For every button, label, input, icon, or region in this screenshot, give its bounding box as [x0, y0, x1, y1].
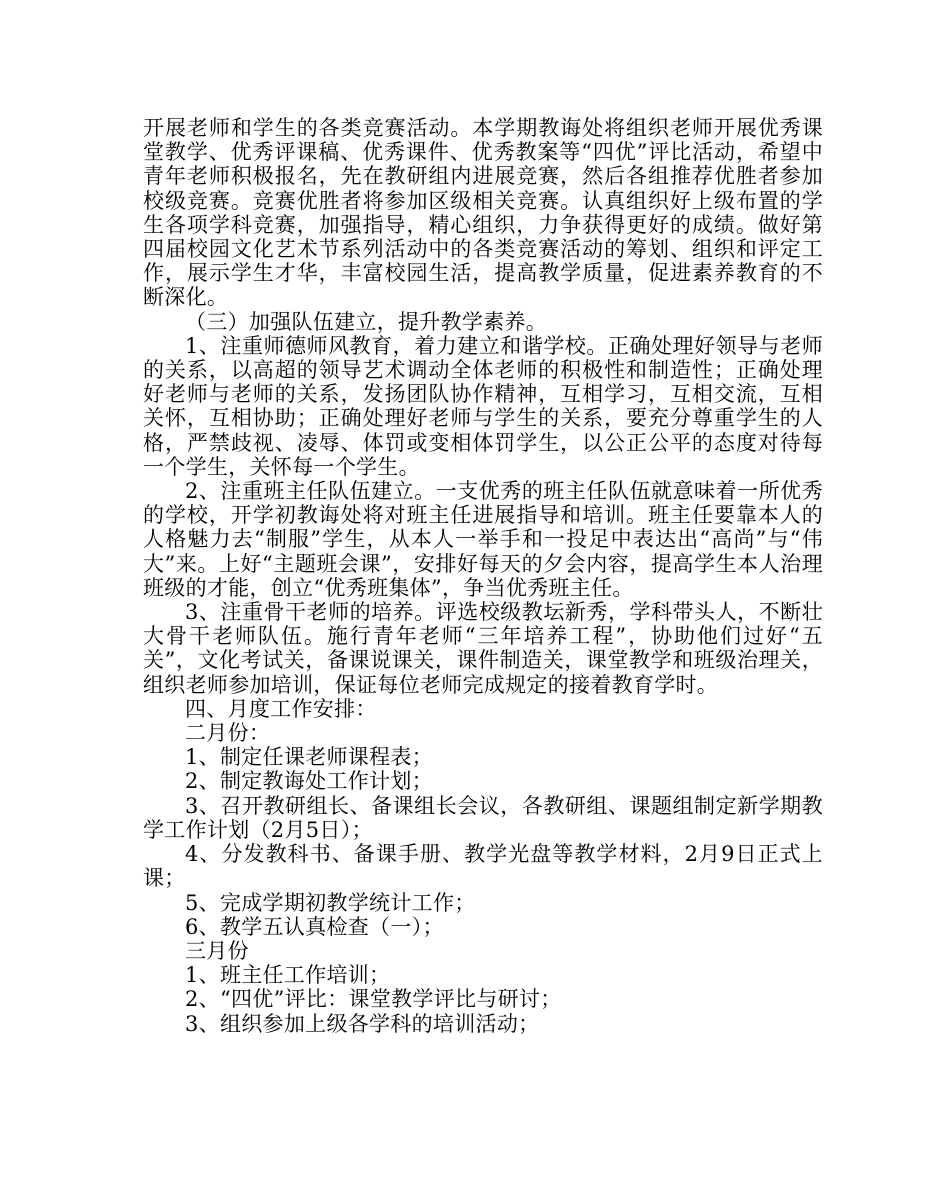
list-item: 1、班主任工作培训； [185, 963, 391, 988]
paragraph-class-teachers: 2、注重班主任队伍建立。一支优秀的班主任队伍就意味着一所优秀的学校，开学初教诲处将对班主任进展指导和培训。班主任要靠本人的人格魅力去“制服”学生，从本人一举手和一投足中表达出“高尚”与“伟大”来。上好“主题班会课”，安排好每天的夕会内容，提高学生本人治理班级的才能，创立“优秀班集体”，争当优秀班主任。 [143, 479, 823, 600]
list-item: 2、“四优”评比：课堂教学评比与研讨； [185, 987, 562, 1012]
section-heading-team-building: （三）加强队伍建立，提升教学素养。 [185, 309, 548, 334]
list-item: 3、召开教研组长、备课组长会议，各教研组、课题组制定新学期教学工作计划（2月5日）； [143, 793, 823, 842]
paragraph-backbone-teachers: 3、注重骨干老师的培养。评选校级教坛新秀，学科带头人，不断壮大骨干老师队伍。施行青年老师“三年培养工程”，协助他们过好“五关”，文化考试关，备课说课关，课件制造关，课堂教学和班级治理关，组织老师参加培训，保证每位老师完成规定的接着教育学时。 [143, 600, 823, 697]
month-heading-march: 三月份 [185, 938, 249, 963]
list-item: 3、组织参加上级各学科的培训活动； [185, 1011, 540, 1036]
month-heading-february: 二月份： [185, 721, 271, 746]
paragraph-teacher-ethics: 1、注重师德师风教育，着力建立和谐学校。正确处理好领导与老师的关系，以高超的领导艺术调动全体老师的积极性和制造性；正确处理好老师与老师的关系，发扬团队协作精神，互相学习，互相交流，互相关怀，互相协助；正确处理好老师与学生的关系，要充分尊重学生的人格，严禁歧视、凌辱、体罚或变相体罚学生，以公正公平的态度对待每一个学生，关怀每一个学生。 [143, 333, 823, 479]
list-item: 5、完成学期初教学统计工作； [185, 890, 476, 915]
section-heading-monthly-schedule: 四、月度工作安排： [185, 696, 377, 721]
paragraph-competitions: 开展老师和学生的各类竞赛活动。本学期教诲处将组织老师开展优秀课堂教学、优秀评课稿、优秀课件、优秀教案等“四优”评比活动，希望中青年老师积极报名，先在教研组内进展竞赛，然后各组推荐优胜者参加校级竞赛。竞赛优胜者将参加区级相关竞赛。认真组织好上级布置的学生各项学科竞赛，加强指导，精心组织，力争获得更好的成绩。做好第四届校园文化艺术节系列活动中的各类竞赛活动的筹划、组织和评定工作，展示学生才华，丰富校园生活，提高教学质量，促进素养教育的不断深化。 [143, 116, 823, 310]
list-item: 4、分发教科书、备课手册、教学光盘等教学材料，2月9日正式上课； [143, 842, 823, 891]
list-item: 1、制定任课老师课程表； [185, 745, 433, 770]
list-item: 6、教学五认真检查（一）； [185, 914, 444, 939]
document-body [143, 116, 823, 1036]
list-item: 2、制定教诲处工作计划； [185, 769, 433, 794]
